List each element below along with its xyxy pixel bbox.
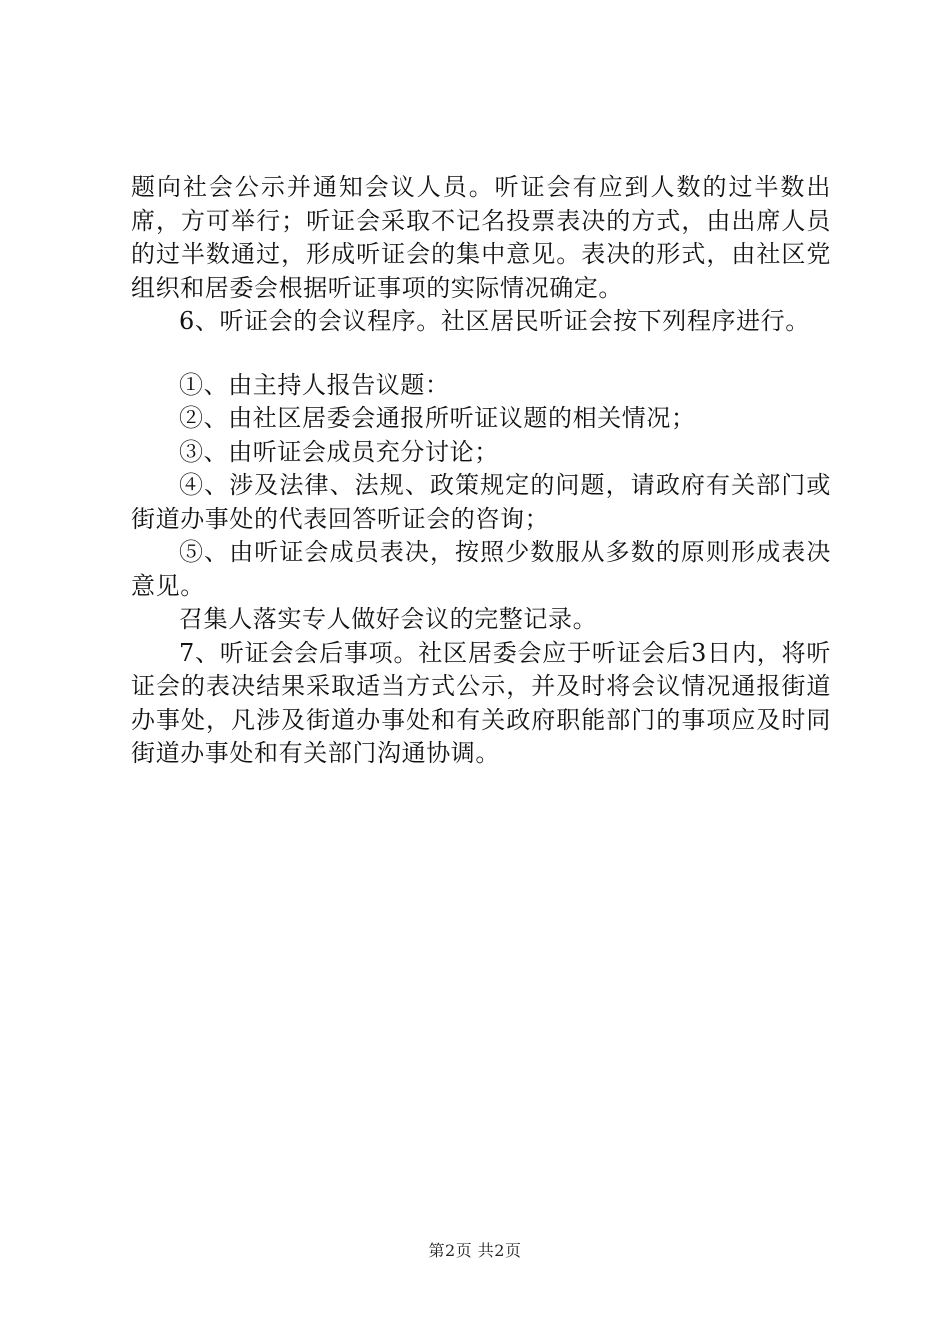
list-item-step-5: ⑤、由听证会成员表决，按照少数服从多数的原则形成表决意见。 [131,538,831,600]
list-item-step-4: ④、涉及法律、法规、政策规定的问题，请政府有关部门或街道办事处的代表回答听证会的咨询； [131,471,831,533]
list-item-step-2: ②、由社区居委会通报所听证议题的相关情况； [179,404,696,432]
paragraph-section-6: 6、听证会的会议程序。社区居民听证会按下列程序进行。 [179,307,810,335]
document-body [131,171,831,771]
paragraph-record-keeping: 召集人落实专人做好会议的完整记录。 [179,605,598,633]
paragraph-section-7: 7、听证会会后事项。社区居委会应于听证会后3日内，将听证会的表决结果采取适当方式公示，并及时将会议情况通报街道办事处，凡涉及街道办事处和有关政府职能部门的事项应及时同街道办事处和有关部门沟通协调。 [131,638,831,767]
page-footer: 第2页 共2页 [428,1241,522,1260]
list-item-step-1: ①、由主持人报告议题： [179,370,450,399]
paragraph-continuation: 题向社会公示并通知会议人员。听证会有应到人数的过半数出席，方可举行；听证会采取不记名投票表决的方式，由出席人员的过半数通过，形成听证会的集中意见。表决的形式，由社区党组织和居委会根据听证事项的实际情况确定。 [131,173,831,302]
paragraph-gap [131,339,831,369]
list-item-step-3: ③、由听证会成员充分讨论； [179,437,499,466]
